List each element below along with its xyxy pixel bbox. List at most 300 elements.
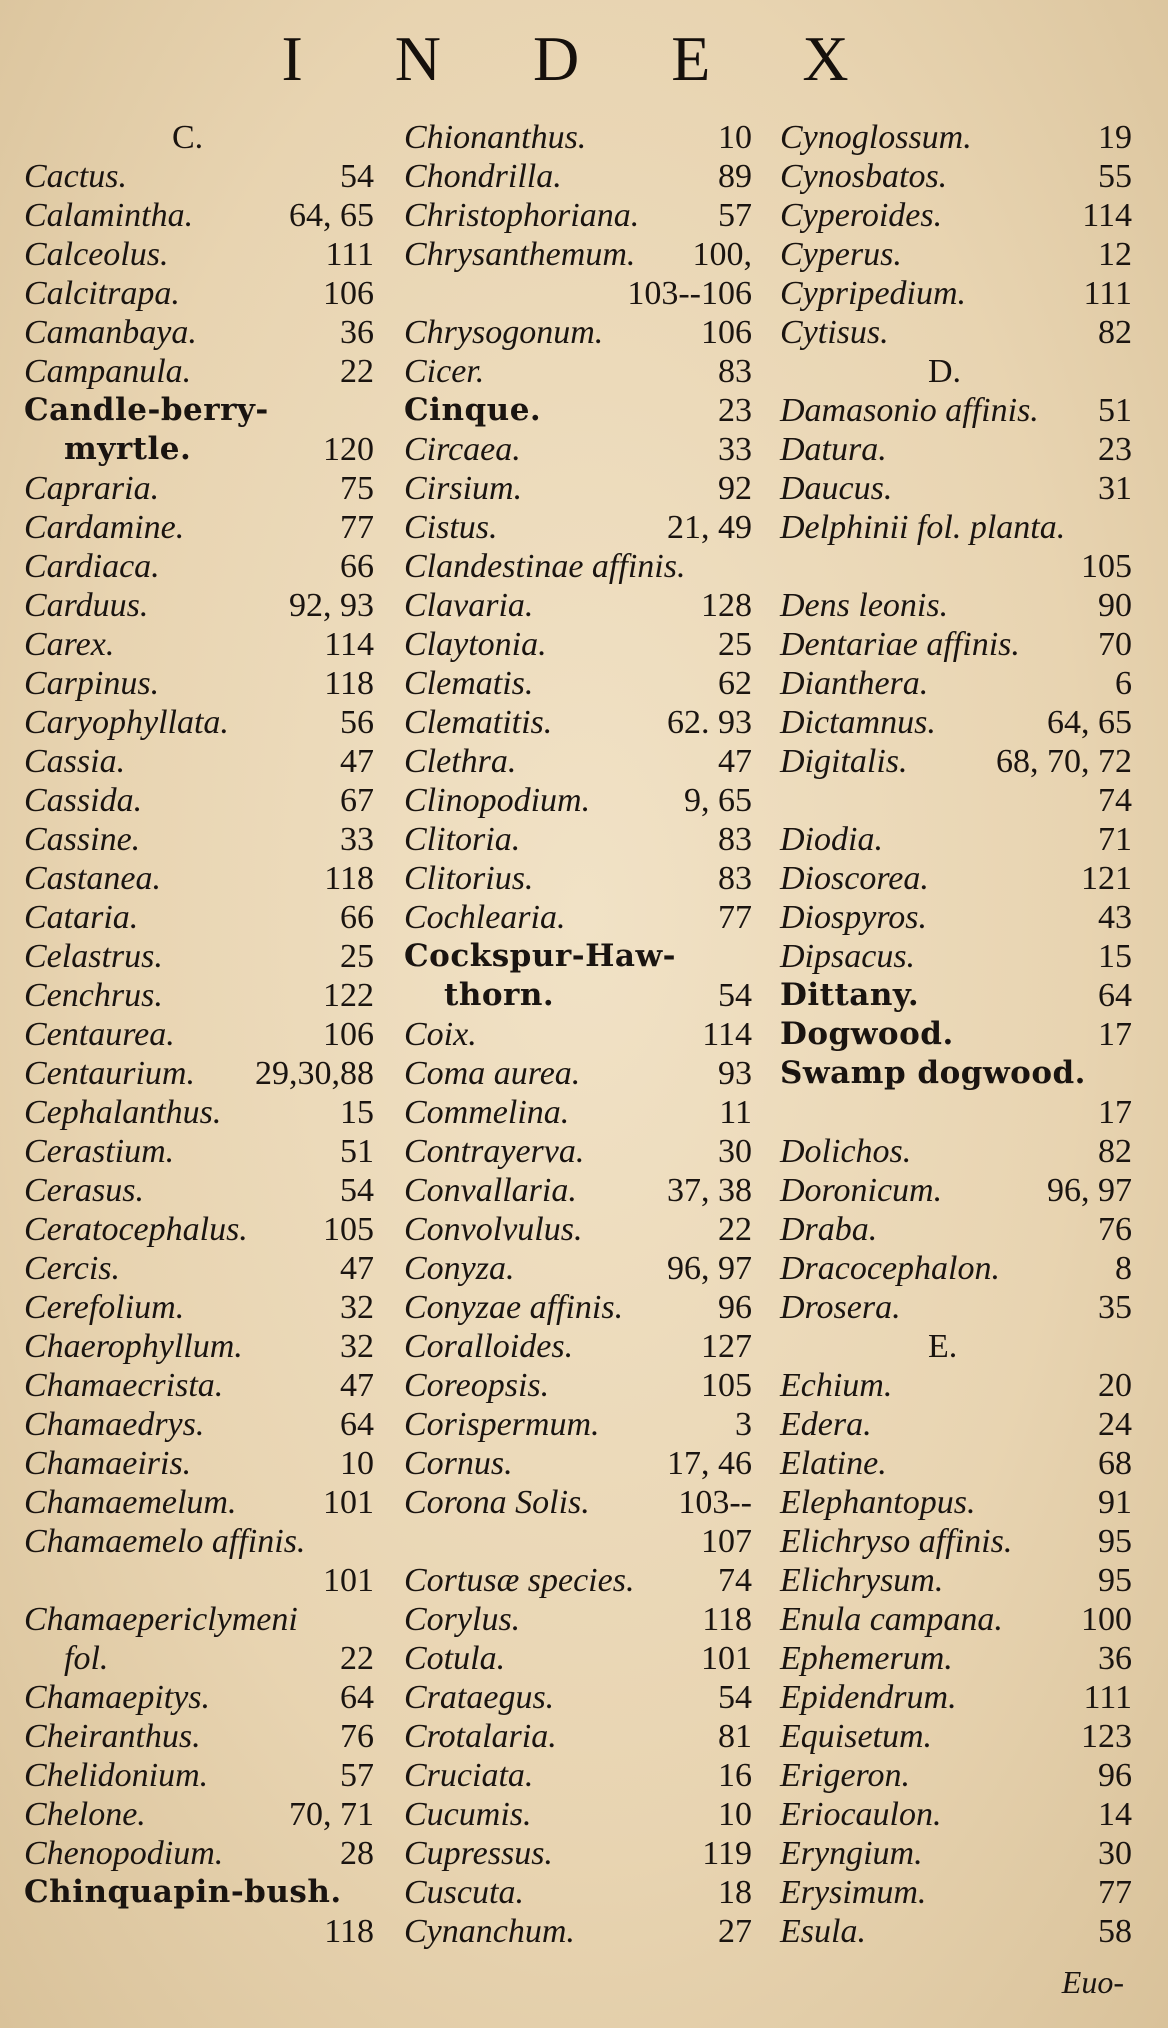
entry-page-number: 36 xyxy=(340,314,374,351)
entry-term: Swamp dogwood. xyxy=(780,1055,1086,1091)
entry-page-number: 64 xyxy=(340,1679,374,1716)
index-entry xyxy=(780,1015,1132,1054)
entry-term: Chamaepericlymeni xyxy=(24,1601,298,1638)
index-entry xyxy=(404,1873,752,1912)
entry-page-number: 100 xyxy=(1081,1601,1132,1638)
index-entry xyxy=(24,898,374,937)
entry-term: Clematis. xyxy=(404,665,534,702)
entry-term: Carduus. xyxy=(24,587,149,624)
entry-page-number: 77 xyxy=(340,509,374,546)
index-entry xyxy=(404,625,752,664)
entry-term: Cornus. xyxy=(404,1445,513,1482)
entry-page-number: 70, 71 xyxy=(289,1796,374,1833)
entry-term: Capraria. xyxy=(24,470,160,507)
index-entry xyxy=(404,1795,752,1834)
entry-term: Cotula. xyxy=(404,1640,506,1677)
index-entry xyxy=(404,1327,752,1366)
entry-page-number: 64 xyxy=(1098,977,1132,1014)
index-entry xyxy=(404,1717,752,1756)
index-entry xyxy=(404,1444,752,1483)
index-entry xyxy=(780,1054,1132,1093)
index-entry xyxy=(780,1210,1132,1249)
index-entry xyxy=(404,781,752,820)
entry-term: Cynoglossum. xyxy=(780,119,972,156)
index-entry xyxy=(24,937,374,976)
entry-page-number: 93 xyxy=(718,1055,752,1092)
index-entry xyxy=(24,547,374,586)
entry-term: myrtle. xyxy=(64,431,192,467)
index-entry xyxy=(780,1522,1132,1561)
entry-term: Chamaedrys. xyxy=(24,1406,205,1443)
entry-term: Dogwood. xyxy=(780,1016,954,1052)
index-entry xyxy=(780,820,1132,859)
entry-page-number: 107 xyxy=(701,1523,752,1560)
index-entry xyxy=(24,157,374,196)
entry-term: Dictamnus. xyxy=(780,704,936,741)
entry-page-number: 54 xyxy=(340,158,374,195)
index-entry xyxy=(404,1366,752,1405)
index-entry xyxy=(24,976,374,1015)
index-entry xyxy=(780,547,1132,586)
index-entry xyxy=(24,508,374,547)
entry-term: Coreopsis. xyxy=(404,1367,550,1404)
entry-page-number: 67 xyxy=(340,782,374,819)
index-entry xyxy=(404,1678,752,1717)
entry-term: Clitorius. xyxy=(404,860,534,897)
entry-term: Cheiranthus. xyxy=(24,1718,201,1755)
entry-term: Coralloides. xyxy=(404,1328,574,1365)
entry-page-number: 8 xyxy=(1115,1250,1132,1287)
entry-term: Convolvulus. xyxy=(404,1211,583,1248)
entry-page-number: 111 xyxy=(325,236,374,273)
index-entry xyxy=(404,1210,752,1249)
entry-term: Cephalanthus. xyxy=(24,1094,222,1131)
index-entry xyxy=(24,1093,374,1132)
index-entry xyxy=(780,469,1132,508)
entry-page-number: 22 xyxy=(718,1211,752,1248)
section-letter xyxy=(24,118,374,157)
entry-term: Daucus. xyxy=(780,470,893,507)
index-entry xyxy=(404,1093,752,1132)
index-entry xyxy=(404,508,752,547)
entry-page-number: 96 xyxy=(718,1289,752,1326)
entry-term: Clandestinae affinis. xyxy=(404,548,686,585)
index-entry xyxy=(24,1717,374,1756)
entry-term: Dentariae affinis. xyxy=(780,626,1020,663)
entry-page-number: 90 xyxy=(1098,587,1132,624)
entry-term: Carex. xyxy=(24,626,115,663)
entry-page-number: 118 xyxy=(324,665,374,702)
index-entry xyxy=(780,1366,1132,1405)
entry-term: Cortusæ species. xyxy=(404,1562,635,1599)
index-entry xyxy=(24,820,374,859)
entry-term: Cupressus. xyxy=(404,1835,553,1872)
entry-term: Chondrilla. xyxy=(404,158,562,195)
entry-page-number: 64, 65 xyxy=(1047,704,1132,741)
entry-term: Elichrysum. xyxy=(780,1562,944,1599)
entry-page-number: 19 xyxy=(1098,119,1132,156)
entry-term: Chelone. xyxy=(24,1796,146,1833)
entry-page-number: 33 xyxy=(718,431,752,468)
index-entry xyxy=(780,508,1132,547)
index-entry xyxy=(404,742,752,781)
entry-term: Cactus. xyxy=(24,158,127,195)
entry-page-number: 36 xyxy=(1098,1640,1132,1677)
index-entry xyxy=(24,1288,374,1327)
index-entry xyxy=(24,1132,374,1171)
catchword: Euo- xyxy=(1061,1964,1124,2000)
entry-page-number: 10 xyxy=(718,119,752,156)
entry-term: Clethra. xyxy=(404,743,517,780)
entry-term: Calceolus. xyxy=(24,236,169,273)
entry-page-number: 120 xyxy=(323,431,374,468)
entry-page-number: 47 xyxy=(340,1250,374,1287)
entry-page-number: 17 xyxy=(1098,1016,1132,1053)
index-entry xyxy=(404,859,752,898)
entry-term: Cerasus. xyxy=(24,1172,144,1209)
entry-page-number: 92 xyxy=(718,470,752,507)
entry-page-number: 20 xyxy=(1098,1367,1132,1404)
entry-page-number: 11 xyxy=(719,1094,752,1131)
entry-page-number: 118 xyxy=(702,1601,752,1638)
entry-term: Cerastium. xyxy=(24,1133,175,1170)
entry-term: Datura. xyxy=(780,431,887,468)
entry-page-number: 100, xyxy=(692,236,752,273)
index-entry xyxy=(24,1522,374,1561)
entry-term: Centaurium. xyxy=(24,1055,195,1092)
entry-term: Chrysogonum. xyxy=(404,314,604,351)
entry-page-number: 10 xyxy=(718,1796,752,1833)
index-entry xyxy=(404,196,752,235)
index-entry xyxy=(24,1366,374,1405)
index-column-3 xyxy=(780,118,1132,1951)
index-entry xyxy=(24,1678,374,1717)
index-entry xyxy=(780,391,1132,430)
entry-page-number: 105 xyxy=(701,1367,752,1404)
index-entry xyxy=(24,430,374,469)
index-entry xyxy=(404,1600,752,1639)
entry-page-number: 114 xyxy=(702,1016,752,1053)
index-entry xyxy=(780,976,1132,1015)
entry-term: Cicer. xyxy=(404,353,485,390)
entry-page-number: 114 xyxy=(324,626,374,663)
entry-term: Draba. xyxy=(780,1211,878,1248)
entry-page-number: 68, 70, 72 xyxy=(996,743,1132,780)
entry-term: Centaurea. xyxy=(24,1016,175,1053)
entry-page-number: 76 xyxy=(1098,1211,1132,1248)
entry-term: Chamaemelo affinis. xyxy=(24,1523,306,1560)
entry-term: Esula. xyxy=(780,1913,866,1950)
entry-term: Diospyros. xyxy=(780,899,928,936)
entry-page-number: 122 xyxy=(323,977,374,1014)
entry-term: Crotalaria. xyxy=(404,1718,557,1755)
index-entry xyxy=(404,1015,752,1054)
entry-page-number: 57 xyxy=(340,1757,374,1794)
index-entry xyxy=(780,1561,1132,1600)
index-entry xyxy=(780,1912,1132,1951)
entry-page-number: 32 xyxy=(340,1289,374,1326)
index-entry xyxy=(780,703,1132,742)
index-entry xyxy=(780,1639,1132,1678)
entry-term: Chamaepitys. xyxy=(24,1679,211,1716)
index-entry xyxy=(24,196,374,235)
index-entry xyxy=(780,1405,1132,1444)
entry-term: Cyperus. xyxy=(780,236,902,273)
entry-page-number: 121 xyxy=(1081,860,1132,897)
index-entry xyxy=(404,1912,752,1951)
index-entry xyxy=(780,430,1132,469)
entry-term: Cucumis. xyxy=(404,1796,532,1833)
entry-page-number: 51 xyxy=(1098,392,1132,429)
entry-term: Elephantopus. xyxy=(780,1484,976,1521)
entry-page-number: 17 xyxy=(1098,1094,1132,1131)
index-entry xyxy=(780,1132,1132,1171)
entry-term: Cassine. xyxy=(24,821,141,858)
page-title: I N D E X xyxy=(281,23,887,94)
entry-page-number: 30 xyxy=(718,1133,752,1170)
section-heading: D. xyxy=(928,353,962,390)
entry-term: Damasonio affinis. xyxy=(780,392,1039,429)
entry-page-number: 83 xyxy=(718,860,752,897)
index-entry xyxy=(404,274,752,313)
entry-term: Chamaecrista. xyxy=(24,1367,224,1404)
entry-page-number: 57 xyxy=(718,197,752,234)
index-entry xyxy=(404,1756,752,1795)
entry-page-number: 27 xyxy=(718,1913,752,1950)
entry-term: Epidendrum. xyxy=(780,1679,957,1716)
entry-page-number: 105 xyxy=(323,1211,374,1248)
entry-page-number: 55 xyxy=(1098,158,1132,195)
index-entry xyxy=(404,1288,752,1327)
entry-page-number: 74 xyxy=(718,1562,752,1599)
entry-term: Dracocephalon. xyxy=(780,1250,1001,1287)
entry-term: Caryophyllata. xyxy=(24,704,229,741)
entry-term: Edera. xyxy=(780,1406,872,1443)
index-column-1 xyxy=(24,118,374,1951)
section-letter xyxy=(780,1327,1132,1366)
entry-page-number: 96, 97 xyxy=(1047,1172,1132,1209)
index-entry xyxy=(24,1210,374,1249)
entry-term: Eryngium. xyxy=(780,1835,923,1872)
index-entry xyxy=(780,118,1132,157)
entry-page-number: 82 xyxy=(1098,314,1132,351)
index-entry xyxy=(24,1600,374,1639)
index-entry xyxy=(24,1444,374,1483)
entry-page-number: 101 xyxy=(701,1640,752,1677)
entry-page-number: 58 xyxy=(1098,1913,1132,1950)
entry-page-number: 15 xyxy=(1098,938,1132,975)
entry-page-number: 15 xyxy=(340,1094,374,1131)
index-entry xyxy=(404,1249,752,1288)
index-entry xyxy=(24,313,374,352)
entry-page-number: 119 xyxy=(702,1835,752,1872)
index-entry xyxy=(24,352,374,391)
entry-page-number: 24 xyxy=(1098,1406,1132,1443)
index-entry xyxy=(404,313,752,352)
index-entry xyxy=(24,625,374,664)
entry-term: Coma aurea. xyxy=(404,1055,581,1092)
index-entry xyxy=(780,235,1132,274)
entry-term: Cuscuta. xyxy=(404,1874,524,1911)
index-entry xyxy=(24,586,374,625)
index-entry xyxy=(24,1639,374,1678)
entry-term: Crataegus. xyxy=(404,1679,555,1716)
index-entry xyxy=(404,1132,752,1171)
entry-term: Cynanchum. xyxy=(404,1913,575,1950)
entry-page-number: 92, 93 xyxy=(289,587,374,624)
index-entry xyxy=(404,976,752,1015)
entry-page-number: 82 xyxy=(1098,1133,1132,1170)
entry-page-number: 70 xyxy=(1098,626,1132,663)
entry-page-number: 10 xyxy=(340,1445,374,1482)
entry-term: Drosera. xyxy=(780,1289,901,1326)
entry-page-number: 81 xyxy=(718,1718,752,1755)
entry-page-number: 101 xyxy=(323,1562,374,1599)
index-entry xyxy=(404,235,752,274)
index-entry xyxy=(780,586,1132,625)
entry-page-number: 37, 38 xyxy=(667,1172,752,1209)
entry-page-number: 83 xyxy=(718,353,752,390)
index-entry xyxy=(404,1171,752,1210)
index-entry xyxy=(780,1873,1132,1912)
entry-term: Echium. xyxy=(780,1367,893,1404)
entry-term: Cardamine. xyxy=(24,509,185,546)
section-heading: C. xyxy=(172,119,204,156)
entry-page-number: 118 xyxy=(324,1913,374,1950)
index-entry xyxy=(404,703,752,742)
index-entry xyxy=(24,1405,374,1444)
entry-term: Dittany. xyxy=(780,977,920,1013)
index-entry xyxy=(24,1249,374,1288)
entry-term: Chrysanthemum. xyxy=(404,236,636,273)
entry-term: Cruciata. xyxy=(404,1757,534,1794)
entry-page-number: 106 xyxy=(701,314,752,351)
entry-page-number: 16 xyxy=(718,1757,752,1794)
index-entry xyxy=(404,898,752,937)
entry-term: Chionanthus. xyxy=(404,119,587,156)
entry-page-number: 64 xyxy=(340,1406,374,1443)
index-entry xyxy=(404,1639,752,1678)
index-entry xyxy=(404,430,752,469)
entry-term: Cypripedium. xyxy=(780,275,967,312)
index-entry xyxy=(24,235,374,274)
entry-page-number: 76 xyxy=(340,1718,374,1755)
entry-page-number: 22 xyxy=(340,353,374,390)
entry-page-number: 96 xyxy=(1098,1757,1132,1794)
entry-term: Erigeron. xyxy=(780,1757,911,1794)
entry-term: Castanea. xyxy=(24,860,161,897)
entry-term: Dipsacus. xyxy=(780,938,916,975)
entry-term: Chamaeiris. xyxy=(24,1445,192,1482)
entry-page-number: 31 xyxy=(1098,470,1132,507)
entry-page-number: 66 xyxy=(340,548,374,585)
entry-term: Chinquapin-bush. xyxy=(24,1874,342,1910)
entry-page-number: 62. 93 xyxy=(667,704,752,741)
entry-page-number: 3 xyxy=(735,1406,752,1443)
entry-page-number: 77 xyxy=(1098,1874,1132,1911)
index-entry xyxy=(404,118,752,157)
entry-term: Equisetum. xyxy=(780,1718,933,1755)
index-entry xyxy=(24,1756,374,1795)
index-entry xyxy=(404,547,752,586)
entry-term: Corispermum. xyxy=(404,1406,600,1443)
index-entry xyxy=(24,742,374,781)
entry-term: Calcitrapa. xyxy=(24,275,180,312)
index-entry xyxy=(780,1093,1132,1132)
index-entry xyxy=(780,1444,1132,1483)
entry-term: Campanula. xyxy=(24,353,192,390)
entry-term: Cataria. xyxy=(24,899,139,936)
index-entry xyxy=(24,1561,374,1600)
entry-term: Clematitis. xyxy=(404,704,553,741)
index-entry xyxy=(780,1483,1132,1522)
entry-term: Camanbaya. xyxy=(24,314,197,351)
entry-page-number: 83 xyxy=(718,821,752,858)
index-entry xyxy=(780,625,1132,664)
index-entry xyxy=(404,352,752,391)
index-entry xyxy=(24,1054,374,1093)
index-entry xyxy=(404,1405,752,1444)
entry-page-number: 95 xyxy=(1098,1523,1132,1560)
entry-page-number: 18 xyxy=(718,1874,752,1911)
entry-page-number: 43 xyxy=(1098,899,1132,936)
entry-page-number: 91 xyxy=(1098,1484,1132,1521)
entry-page-number: 106 xyxy=(323,275,374,312)
entry-page-number: 47 xyxy=(718,743,752,780)
entry-term: Carpinus. xyxy=(24,665,160,702)
index-entry xyxy=(404,157,752,196)
entry-term: Conyzae affinis. xyxy=(404,1289,624,1326)
entry-page-number: 21, 49 xyxy=(667,509,752,546)
entry-term: Cirsium. xyxy=(404,470,523,507)
entry-term: Christophoriana. xyxy=(404,197,640,234)
entry-term: Ephemerum. xyxy=(780,1640,953,1677)
index-entry xyxy=(780,1171,1132,1210)
index-entry xyxy=(780,1600,1132,1639)
entry-term: Dianthera. xyxy=(780,665,929,702)
entry-page-number: 74 xyxy=(1098,782,1132,819)
entry-term: Eriocaulon. xyxy=(780,1796,942,1833)
index-entry xyxy=(404,586,752,625)
section-letter xyxy=(780,352,1132,391)
entry-page-number: 75 xyxy=(340,470,374,507)
entry-page-number: 105 xyxy=(1081,548,1132,585)
entry-term: Cyperoides. xyxy=(780,197,943,234)
entry-term: Coix. xyxy=(404,1016,477,1053)
entry-page-number: 12 xyxy=(1098,236,1132,273)
index-entry xyxy=(24,1171,374,1210)
entry-page-number: 35 xyxy=(1098,1289,1132,1326)
entry-page-number: 23 xyxy=(1098,431,1132,468)
entry-page-number: 71 xyxy=(1098,821,1132,858)
entry-page-number: 14 xyxy=(1098,1796,1132,1833)
entry-term: Enula campana. xyxy=(780,1601,1003,1638)
entry-term: Clavaria. xyxy=(404,587,534,624)
entry-page-number: 114 xyxy=(1082,197,1132,234)
entry-term: Chaerophyllum. xyxy=(24,1328,243,1365)
entry-page-number: 103-- xyxy=(678,1484,752,1521)
index-entry xyxy=(780,664,1132,703)
entry-page-number: 54 xyxy=(718,1679,752,1716)
entry-term: Clitoria. xyxy=(404,821,521,858)
entry-page-number: 6 xyxy=(1115,665,1132,702)
entry-term: Corylus. xyxy=(404,1601,521,1638)
entry-term: Cochlearia. xyxy=(404,899,566,936)
entry-term: Dens leonis. xyxy=(780,587,949,624)
entry-page-number: 68 xyxy=(1098,1445,1132,1482)
entry-page-number: 56 xyxy=(340,704,374,741)
index-entry xyxy=(404,391,752,430)
